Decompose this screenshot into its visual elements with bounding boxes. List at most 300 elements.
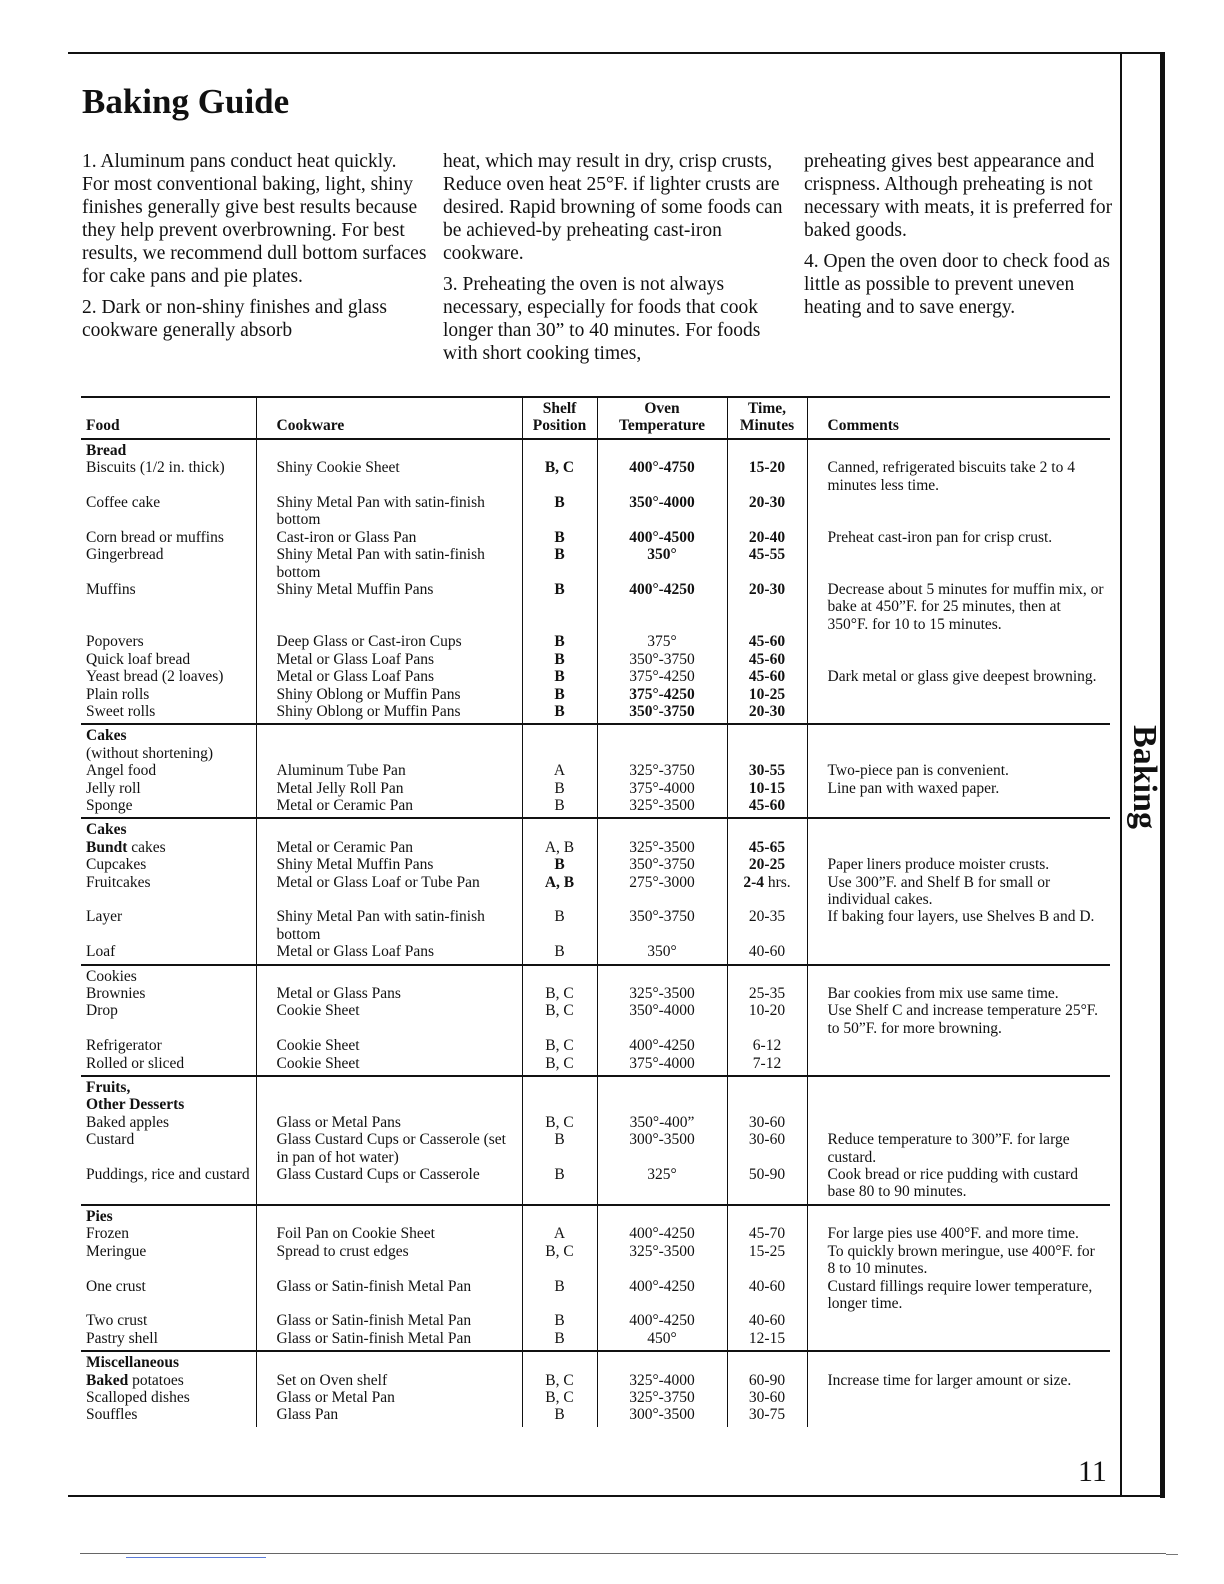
- table-cell: 350°-400”: [597, 1114, 727, 1131]
- table-cell: [807, 703, 1110, 724]
- table-cell: Glass or Satin-finish Metal Pan: [256, 1312, 522, 1329]
- table-cell: Loaf: [81, 943, 256, 964]
- group-heading: Bread: [81, 439, 256, 459]
- table-cell: [522, 724, 597, 744]
- table-cell: B: [522, 581, 597, 633]
- table-cell: 400°-4250: [597, 1225, 727, 1242]
- table-cell: [807, 494, 1110, 529]
- table-cell: Shiny Metal Muffin Pans: [256, 856, 522, 873]
- table-cell: B: [522, 856, 597, 873]
- table-cell: Glass Pan: [256, 1406, 522, 1426]
- table-cell: Cast-iron or Glass Pan: [256, 529, 522, 546]
- table-cell: [256, 1205, 522, 1225]
- table-cell: [597, 1205, 727, 1225]
- table-cell: 325°-3500: [597, 1243, 727, 1278]
- table-cell: If baking four layers, use Shelves B and D.: [827, 908, 1095, 926]
- table-cell: Quick loaf bread: [81, 651, 256, 668]
- table-cell: Brownies: [81, 985, 256, 1002]
- group-bread: [81, 439, 1110, 725]
- table-cell: Line pan with waxed paper.: [827, 779, 1000, 797]
- table-row: [81, 762, 1110, 779]
- table-cell: B: [522, 797, 597, 818]
- table-cell: [807, 745, 1110, 762]
- table-cell: 30-60: [727, 1114, 807, 1131]
- table-cell: [81, 839, 256, 856]
- right-rule-inner: [1120, 54, 1122, 1496]
- table-cell: B: [522, 1312, 597, 1329]
- table-cell: 375°: [597, 633, 727, 650]
- intro-column-3: [804, 150, 1114, 327]
- cell-text: cakes: [127, 838, 166, 856]
- table-cell: 45-70: [727, 1225, 807, 1242]
- table-cell: 10-15: [727, 780, 807, 797]
- table-cell: 325°-3500: [597, 839, 727, 856]
- table-cell: [807, 439, 1110, 459]
- table-cell: Cookie Sheet: [256, 1055, 522, 1076]
- table-cell: [597, 1076, 727, 1096]
- table-cell: Use Shelf C and increase temperature 25°F. to 50”F. for more browning.: [827, 1002, 1099, 1037]
- table-cell: Aluminum Tube Pan: [256, 762, 522, 779]
- table-cell: For large pies use 400°F. and more time.: [827, 1225, 1079, 1243]
- table-cell: [807, 1114, 1110, 1131]
- table-cell: Spread to crust edges: [256, 1243, 522, 1278]
- table-cell: B: [522, 703, 597, 724]
- table-cell: [727, 1205, 807, 1225]
- table-cell: A: [522, 1225, 597, 1242]
- table-row: [81, 1243, 1110, 1278]
- table-cell: [256, 1076, 522, 1096]
- footer-dash: [1166, 1554, 1178, 1555]
- table-row: [81, 1225, 1110, 1242]
- intro-column-2: [443, 150, 788, 373]
- table-cell: Metal or Glass Loaf Pans: [256, 651, 522, 668]
- table-row: [81, 686, 1110, 703]
- table-cell: 7-12: [727, 1055, 807, 1076]
- table-cell: Fruitcakes: [81, 874, 256, 909]
- table-cell: 350°-4000: [597, 494, 727, 529]
- table-cell: A: [522, 762, 597, 779]
- table-cell: Decrease about 5 minutes for muffin mix, or bake at 450”F. for 25 minutes, then at 350°F. for 10 to 15 minutes.: [827, 581, 1104, 633]
- table-cell: [256, 818, 522, 838]
- table-cell: Metal or Glass Loaf Pans: [256, 943, 522, 964]
- bottom-rule: [68, 1495, 1164, 1497]
- table-row: [81, 1372, 1110, 1389]
- table-cell: Layer: [81, 908, 256, 943]
- intro-paragraph: preheating gives best appearance and crispness. Although preheating is not necessary with meats, it is preferred for baked goods.: [804, 151, 1113, 241]
- table-cell: B, C: [522, 1243, 597, 1278]
- table-cell: [597, 439, 727, 459]
- table-cell: B: [522, 651, 597, 668]
- table-cell: One crust: [81, 1278, 256, 1313]
- table-row: [81, 874, 1110, 909]
- table-cell: 45-55: [727, 546, 807, 581]
- table-cell: [256, 745, 522, 762]
- table-row: [81, 633, 1110, 650]
- table-cell: 20-35: [727, 908, 807, 943]
- table-row: [81, 1205, 1110, 1225]
- cell-text: Oven: [644, 400, 680, 417]
- table-cell: Baked apples: [81, 1114, 256, 1131]
- table-cell: B: [522, 546, 597, 581]
- table-cell: Popovers: [81, 633, 256, 650]
- cell-text: Baked: [86, 1371, 129, 1389]
- table-cell: A, B: [522, 874, 597, 909]
- table-row: [81, 494, 1110, 529]
- table-cell: 10-20: [727, 1002, 807, 1037]
- table-cell: Paper liners produce moister crusts.: [827, 856, 1050, 874]
- table-cell: Muffins: [81, 581, 256, 633]
- group-miscellaneous: [81, 1351, 1110, 1427]
- table-cell: Cookie Sheet: [256, 1037, 522, 1054]
- table-cell: [81, 1372, 256, 1389]
- table-row: [81, 1351, 1110, 1371]
- table-header-row: [81, 397, 1110, 439]
- page-title: Baking Guide: [82, 82, 290, 121]
- table-cell: B: [522, 1330, 597, 1351]
- table-cell: 350°: [597, 546, 727, 581]
- table-cell: [597, 965, 727, 985]
- table-cell: 20-25: [727, 856, 807, 873]
- table-cell: 25-35: [727, 985, 807, 1002]
- table-cell: 20-30: [727, 581, 807, 633]
- table-cell: 400°-4500: [597, 529, 727, 546]
- table-cell: Souffles: [81, 1406, 256, 1426]
- table-cell: Canned, refrigerated biscuits take 2 to 4 minutes less time.: [827, 459, 1075, 494]
- table-cell: Dark metal or glass give deepest browning.: [827, 668, 1097, 686]
- table-cell: Metal or Ceramic Pan: [256, 839, 522, 856]
- table-cell: [727, 874, 807, 909]
- table-cell: B, C: [522, 1114, 597, 1131]
- table-cell: [256, 1096, 522, 1113]
- table-cell: Metal or Ceramic Pan: [256, 797, 522, 818]
- table-cell: 375°-4250: [597, 686, 727, 703]
- baking-guide-table: [81, 397, 1110, 1427]
- table-cell: [727, 1351, 807, 1371]
- table-cell: [522, 745, 597, 762]
- group-subheading: (without shortening): [81, 745, 256, 762]
- table-cell: Cookie Sheet: [256, 1002, 522, 1037]
- table-cell: Bar cookies from mix use same time.: [827, 985, 1059, 1002]
- table-cell: 325°-3500: [597, 985, 727, 1002]
- table-cell: [597, 724, 727, 744]
- table-cell: 350°: [597, 943, 727, 964]
- table-cell: [727, 965, 807, 985]
- table-cell: Set on Oven shelf: [256, 1372, 522, 1389]
- table-cell: Glass Custard Cups or Casserole: [256, 1166, 522, 1205]
- table-row: [81, 703, 1110, 724]
- table-cell: [807, 1096, 1110, 1113]
- table-row: [81, 797, 1110, 818]
- table-cell: Glass or Metal Pan: [256, 1389, 522, 1406]
- cell-text: Position: [532, 417, 587, 435]
- table-cell: Increase time for larger amount or size.: [827, 1371, 1072, 1389]
- table-row: [81, 856, 1110, 873]
- table-cell: [807, 1205, 1110, 1225]
- table-cell: Cook bread or rice pudding with custard base 80 to 90 minutes.: [827, 1166, 1079, 1201]
- header-comments: Comments: [807, 397, 1110, 439]
- table-cell: Metal or Glass Loaf Pans: [256, 668, 522, 685]
- table-cell: [727, 745, 807, 762]
- intro-paragraph: 3. Preheating the oven is not always necessary, especially for foods that cook longer than 30” to 40 minutes. For foods with short cooking times,: [443, 274, 761, 364]
- table-cell: Angel food: [81, 762, 256, 779]
- table-cell: Meringue: [81, 1243, 256, 1278]
- table-cell: Glass or Satin-finish Metal Pan: [256, 1278, 522, 1313]
- table-cell: Metal or Glass Loaf or Tube Pan: [256, 874, 522, 909]
- table-cell: 30-60: [727, 1131, 807, 1166]
- table-cell: [522, 1096, 597, 1113]
- group-cakes-no-shortening: [81, 724, 1110, 818]
- table-cell: Foil Pan on Cookie Sheet: [256, 1225, 522, 1242]
- table-row: [81, 1114, 1110, 1131]
- table-cell: 350°-3750: [597, 856, 727, 873]
- table-row: [81, 668, 1110, 685]
- table-cell: [597, 818, 727, 838]
- table-row: [81, 1076, 1110, 1096]
- table-cell: 400°-4250: [597, 1312, 727, 1329]
- table-cell: [597, 1351, 727, 1371]
- table-cell: [807, 1406, 1110, 1426]
- table-cell: [807, 839, 1110, 856]
- cell-text: hrs.: [763, 873, 791, 891]
- table-cell: 20-30: [727, 703, 807, 724]
- table-row: [81, 780, 1110, 797]
- table-cell: Cupcakes: [81, 856, 256, 873]
- table-row: [81, 839, 1110, 856]
- table-cell: 30-55: [727, 762, 807, 779]
- table-row: [81, 724, 1110, 744]
- table-cell: Two crust: [81, 1312, 256, 1329]
- table-cell: [256, 965, 522, 985]
- table-cell: 375°-4250: [597, 668, 727, 685]
- table-cell: [807, 724, 1110, 744]
- table-cell: [522, 439, 597, 459]
- table-cell: B, C: [522, 1002, 597, 1037]
- table-row: [81, 1037, 1110, 1054]
- table-cell: Pastry shell: [81, 1330, 256, 1351]
- table-row: [81, 651, 1110, 668]
- table-cell: B: [522, 780, 597, 797]
- table-cell: [807, 686, 1110, 703]
- table-cell: Shiny Metal Pan with satin-finish bottom: [256, 546, 522, 581]
- table-cell: [807, 651, 1110, 668]
- table-cell: B: [522, 633, 597, 650]
- group-cakes: [81, 818, 1110, 964]
- table-cell: 6-12: [727, 1037, 807, 1054]
- table-cell: B: [522, 686, 597, 703]
- table-cell: [256, 1351, 522, 1371]
- group-heading: Pies: [81, 1205, 256, 1225]
- table-cell: Preheat cast-iron pan for crisp crust.: [827, 528, 1053, 546]
- table-cell: To quickly brown meringue, use 400°F. for 8 to 10 minutes.: [827, 1242, 1095, 1278]
- table-cell: B, C: [522, 1389, 597, 1406]
- table-cell: 400°-4250: [597, 1037, 727, 1054]
- table-cell: Metal Jelly Roll Pan: [256, 780, 522, 797]
- table-cell: [727, 1096, 807, 1113]
- cell-text: Time,: [747, 400, 787, 417]
- table-row: [81, 1131, 1110, 1166]
- table-cell: B, C: [522, 459, 597, 494]
- table-cell: 300°-3500: [597, 1131, 727, 1166]
- table-cell: Metal or Glass Pans: [256, 985, 522, 1002]
- table-cell: B, C: [522, 1037, 597, 1054]
- table-cell: 45-60: [727, 668, 807, 685]
- table-cell: B: [522, 943, 597, 964]
- group-heading: Miscellaneous: [81, 1351, 256, 1371]
- intro-column-1: [82, 150, 427, 350]
- table-cell: [807, 1037, 1110, 1054]
- table-cell: B: [522, 1278, 597, 1313]
- table-cell: [807, 633, 1110, 650]
- table-cell: Corn bread or muffins: [81, 529, 256, 546]
- table-cell: B: [522, 1406, 597, 1426]
- group-heading: Fruits,: [81, 1076, 256, 1096]
- table-cell: 400°-4250: [597, 581, 727, 633]
- header-food: Food: [81, 397, 256, 439]
- table-row: [81, 529, 1110, 546]
- table-cell: 12-15: [727, 1330, 807, 1351]
- table-cell: [807, 943, 1110, 964]
- table-cell: Shiny Cookie Sheet: [256, 459, 522, 494]
- table-cell: [727, 818, 807, 838]
- table-cell: Yeast bread (2 loaves): [81, 668, 256, 685]
- table-cell: [522, 1076, 597, 1096]
- footer-rule: [80, 1553, 1166, 1554]
- table-cell: Shiny Metal Pan with satin-finish bottom: [256, 908, 522, 943]
- cell-text: Temperature: [618, 417, 706, 435]
- table-cell: 450°: [597, 1330, 727, 1351]
- table-cell: 45-60: [727, 651, 807, 668]
- table-cell: Sweet rolls: [81, 703, 256, 724]
- intro-paragraph: 1. Aluminum pans conduct heat quickly. For most conventional baking, light, shiny finishes generally give best results because they help prevent overbrowning. For best results, we recommend dull bottom surfaces for cake pans and pie plates.: [82, 151, 427, 287]
- table-row: [81, 1096, 1110, 1113]
- table-cell: 400°-4750: [597, 459, 727, 494]
- table-cell: 20-30: [727, 494, 807, 529]
- table-cell: [256, 724, 522, 744]
- cell-text: Shelf: [542, 400, 577, 417]
- table-cell: Custard: [81, 1131, 256, 1166]
- table-cell: 350°-3750: [597, 908, 727, 943]
- table-cell: 40-60: [727, 1278, 807, 1313]
- table-cell: 400°-4250: [597, 1278, 727, 1313]
- table-row: [81, 965, 1110, 985]
- table-row: [81, 1406, 1110, 1426]
- table-row: [81, 1278, 1110, 1313]
- table-cell: Glass Custard Cups or Casserole (set in pan of hot water): [256, 1131, 522, 1166]
- table-cell: B: [522, 668, 597, 685]
- group-pies: [81, 1205, 1110, 1351]
- group-heading: Cakes: [81, 818, 256, 838]
- section-tab: [1126, 722, 1162, 832]
- table-cell: 275°-3000: [597, 874, 727, 909]
- table-cell: [727, 1076, 807, 1096]
- table-cell: B: [522, 1166, 597, 1205]
- table-row: [81, 1002, 1110, 1037]
- table-cell: [807, 1330, 1110, 1351]
- table-cell: Rolled or sliced: [81, 1055, 256, 1076]
- table-cell: Biscuits (1/2 in. thick): [81, 459, 256, 494]
- header-shelf: [522, 397, 597, 439]
- table-cell: 40-60: [727, 943, 807, 964]
- table-cell: Plain rolls: [81, 686, 256, 703]
- group-fruits-desserts: [81, 1076, 1110, 1205]
- table-cell: 15-25: [727, 1243, 807, 1278]
- table-cell: Use 300”F. and Shelf B for small or individual cakes.: [827, 873, 1051, 908]
- table-cell: B, C: [522, 1372, 597, 1389]
- table-row: [81, 1330, 1110, 1351]
- intro-paragraph: 4. Open the oven door to check food as little as possible to prevent uneven heating and to save energy.: [804, 251, 1110, 318]
- table-cell: Glass or Satin-finish Metal Pan: [256, 1330, 522, 1351]
- table-cell: B: [522, 494, 597, 529]
- intro-paragraph: 2. Dark or non-shiny finishes and glass cookware generally absorb: [82, 297, 387, 341]
- table-cell: [807, 1055, 1110, 1076]
- table-cell: Reduce temperature to 300”F. for large custard.: [827, 1131, 1070, 1166]
- group-heading: Cookies: [81, 965, 256, 985]
- table-cell: B, C: [522, 985, 597, 1002]
- table-cell: Refrigerator: [81, 1037, 256, 1054]
- table-cell: Shiny Oblong or Muffin Pans: [256, 686, 522, 703]
- table-row: [81, 459, 1110, 494]
- table-cell: Drop: [81, 1002, 256, 1037]
- top-rule: [68, 52, 1164, 54]
- table-cell: Shiny Metal Pan with satin-finish bottom: [256, 494, 522, 529]
- group-heading: Other Desserts: [81, 1096, 256, 1113]
- table-cell: 325°: [597, 1166, 727, 1205]
- table-row: [81, 1312, 1110, 1329]
- table-cell: Custard fillings require lower temperature, longer time.: [827, 1277, 1093, 1312]
- table-cell: [807, 546, 1110, 581]
- table-cell: A, B: [522, 839, 597, 856]
- table-cell: [807, 1076, 1110, 1096]
- table-cell: [807, 1351, 1110, 1371]
- table-cell: [807, 965, 1110, 985]
- table-cell: Gingerbread: [81, 546, 256, 581]
- table-cell: 45-60: [727, 797, 807, 818]
- table-cell: [807, 1389, 1110, 1406]
- table-cell: B: [522, 1131, 597, 1166]
- table-cell: B, C: [522, 1055, 597, 1076]
- table-cell: Coffee cake: [81, 494, 256, 529]
- table-cell: [597, 1096, 727, 1113]
- table-cell: 375°-4000: [597, 1055, 727, 1076]
- table-row: [81, 908, 1110, 943]
- table-cell: [727, 439, 807, 459]
- table-cell: 325°-3750: [597, 762, 727, 779]
- table-cell: Sponge: [81, 797, 256, 818]
- table-cell: 325°-4000: [597, 1372, 727, 1389]
- table-row: [81, 985, 1110, 1002]
- table-cell: [256, 439, 522, 459]
- header-oven-temp: [597, 397, 727, 439]
- table-cell: 45-60: [727, 633, 807, 650]
- table-cell: 40-60: [727, 1312, 807, 1329]
- table-cell: 60-90: [727, 1372, 807, 1389]
- table-cell: 375°-4000: [597, 780, 727, 797]
- table-cell: 15-20: [727, 459, 807, 494]
- group-cookies: [81, 965, 1110, 1076]
- footer-blue-line: [126, 1557, 266, 1558]
- table-cell: Shiny Oblong or Muffin Pans: [256, 703, 522, 724]
- table-row: [81, 439, 1110, 459]
- table-cell: Jelly roll: [81, 780, 256, 797]
- section-tab-label: Baking: [1126, 725, 1163, 829]
- table-cell: Glass or Metal Pans: [256, 1114, 522, 1131]
- cell-text: potatoes: [128, 1371, 184, 1389]
- table-cell: 350°-3750: [597, 703, 727, 724]
- table-cell: 45-65: [727, 839, 807, 856]
- table-cell: Shiny Metal Muffin Pans: [256, 581, 522, 633]
- table-cell: 350°-3750: [597, 651, 727, 668]
- table-row: [81, 1055, 1110, 1076]
